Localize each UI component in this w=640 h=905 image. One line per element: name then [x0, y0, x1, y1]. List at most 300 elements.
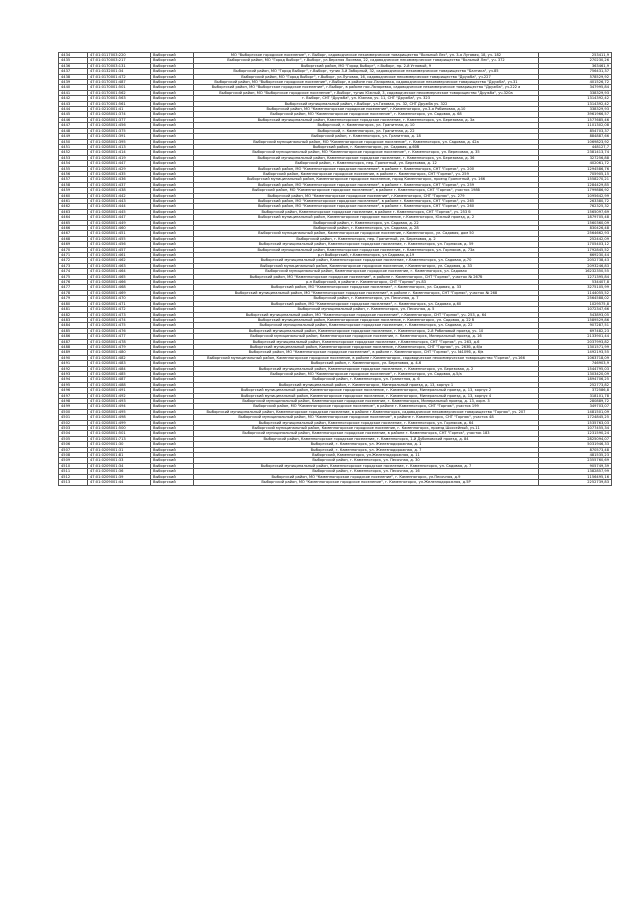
cadastral-number-cell: 47:01:0208001:466	[88, 280, 151, 285]
cadastral-number-cell: 47:01:0208001:444	[88, 204, 151, 209]
cadastral-number-cell: 47:01:0208001:491	[88, 388, 151, 393]
cadastral-number-cell: 47:01:0170003:131	[88, 63, 151, 68]
district-cell: Выборгский	[151, 128, 194, 133]
row-number-cell: 4482	[59, 312, 88, 317]
row-number-cell: 4437	[59, 69, 88, 74]
cadastral-number-cell: 47:01:0208001:473	[88, 312, 151, 317]
district-cell: Выборгский	[151, 274, 194, 279]
cadastral-value-cell: 1577685,46	[539, 117, 612, 122]
cadastral-number-cell: 47:01:0209001:33	[88, 458, 151, 463]
cadastral-number-cell: 47:01:0117003:220	[88, 53, 151, 58]
address-cell: Выборгский муниципальный район, Каменногорское городское поселение, г.Каменногорск, ул. Садовая, д.70	[194, 258, 539, 263]
address-cell: р-н Выборгский, г.Каменногорск, ул Садовая, д.19	[194, 253, 539, 258]
district-cell: Выборгский	[151, 339, 194, 344]
district-cell: Выборгский	[151, 226, 194, 231]
cadastral-value-cell: 1879705,48	[539, 215, 612, 220]
cadastral-number-cell: 47:01:0208001:377	[88, 117, 151, 122]
cadastral-value-cell: 1589529,86	[539, 317, 612, 322]
cadastral-number-cell: 47:01:0170001:563	[88, 96, 151, 101]
address-cell: Выборгский муниципальный район, Каменногорское городское поселение, г.Каменногорск, Южный проезд, д. 2	[194, 215, 539, 220]
row-number-cell: 4473	[59, 263, 88, 268]
cadastral-value-cell: 338329,93	[539, 107, 612, 112]
address-cell: Выборгский район, г. Каменногорск, ул. Садовая, д. 28	[194, 226, 539, 231]
row-number-cell: 4494	[59, 377, 88, 382]
cadastral-number-cell: 47:01:0208001:470	[88, 296, 151, 301]
address-cell: Выборгский муниципальный район, г.Выборг, ул.Газовая, уч. 32, СНТ Дружба уч. 322	[194, 101, 539, 106]
district-cell: Выборгский	[151, 188, 194, 193]
address-cell: Выборгский район, МО "Каменногорское городское поселение", г.Каменногорск, ул. Садовая, д. 33	[194, 285, 539, 290]
district-cell: Выборгский	[151, 258, 194, 263]
address-cell: Выборгский район, Каменногорское городское поселение, в районе г. Каменногорск, СНТ "Горняк", уч. 253 б	[194, 209, 539, 214]
address-cell: Выборгский муниципальный район, МО "Каменногорское городское поселение", г.Каменногорск, СНТ "Горняк", уч. 253, д. 64	[194, 312, 539, 317]
cadastral-value-cell: 263380,72	[539, 198, 612, 203]
address-cell: Выборгский район, МО "Каменногорское городское поселение", в районе г. Каменногорск, СНТ "Горняк", участок 199	[194, 404, 539, 409]
district-cell: Выборгский	[151, 458, 194, 463]
row-number-cell: 4475	[59, 274, 88, 279]
cadastral-value-cell: 1314392,42	[539, 96, 612, 101]
cadastral-number-cell: 47:01:0209001:81	[88, 453, 151, 458]
district-cell: Выборгский	[151, 236, 194, 241]
address-cell: Выборгский район, МО "Выборгское городское поселение", г.Выборг, в районе пос.Лазаревка, садоводческое некоммерческое товарищество "Дружба", уч.222 а	[194, 85, 539, 90]
row-number-cell: 4463	[59, 209, 88, 214]
cadastral-value-cell: 578529,92	[539, 74, 612, 79]
cadastral-number-cell: 47:01:0208001:429	[88, 166, 151, 171]
row-number-cell: 4504	[59, 431, 88, 436]
district-cell: Выборгский	[151, 382, 194, 387]
row-number-cell: 4510	[59, 463, 88, 468]
cadastral-number-cell: 47:01:0209001:39	[88, 474, 151, 479]
cadastral-value-cell: 1301571,99	[539, 344, 612, 349]
cadastral-value-cell: 1792845,52	[539, 247, 612, 252]
address-cell: Выборгский муниципальный район, Каменногорское городское поселение, г. Каменногорск, ул. Садовая, д. 22 б	[194, 317, 539, 322]
row-number-cell: 4466	[59, 226, 88, 231]
cadastral-number-cell: 47:01:0208001:465	[88, 274, 151, 279]
district-cell: Выборгский	[151, 344, 194, 349]
address-cell: Выборгский район, г. Каменногорск, пер. Гранитный, ул. Березовая, д. 12	[194, 161, 539, 166]
cadastral-value-cell: 1314392,42	[539, 101, 612, 106]
cadastral-value-cell: 5031946,33	[539, 442, 612, 447]
address-cell: Выборгский район, МО "Каменногорское городское поселение", г. Каменногорск, ул. Садовая, д. 68	[194, 112, 539, 117]
district-cell: Выборгский	[151, 134, 194, 139]
cadastral-value-cell: 2355760,69	[539, 458, 612, 463]
cadastral-value-cell: 870573,48	[539, 447, 612, 452]
cadastral-value-cell: 2093246,83	[539, 263, 612, 268]
district-cell: Выборгский	[151, 53, 194, 58]
address-cell: Выборгский муниципальный район, Каменногорское городское поселение, в районе г.Каменногорск, садоводческое некоммерческое товарищество "Горняк", уч.166	[194, 355, 539, 360]
cadastral-value-cell: 3275105,99	[539, 285, 612, 290]
address-cell: Выборгский район, МО "Выборгское городское поселение", г.Выборг, в районе пос.Лазаревка, садоводческое некоммерческое товарищество "Дружба", уч.31	[194, 80, 539, 85]
address-cell: Выборгский муниципальный район, Каменногорское городское поселение, г.Каменногорск, СНТ "Горняк", уч. 263, д.6	[194, 339, 539, 344]
cadastral-value-cell: 270230,26	[539, 58, 612, 63]
cadastral-number-cell: 47:01:0170001:501	[88, 85, 151, 90]
address-cell: Выборгский, г. Каменногорск, ул. Железнодорожная, д. 7	[194, 447, 539, 452]
district-cell: Выборгский	[151, 144, 194, 149]
district-cell: Выборгский	[151, 166, 194, 171]
district-cell: Выборгский	[151, 290, 194, 295]
row-number-cell: 4443	[59, 101, 88, 106]
cadastral-value-cell: 402061,72	[539, 161, 612, 166]
row-number-cell: 4452	[59, 150, 88, 155]
cadastral-value-cell: 1294586,76	[539, 166, 612, 171]
row-number-cell: 4508	[59, 453, 88, 458]
cadastral-value-cell: 905749,39	[539, 463, 612, 468]
address-cell: Выборгский, г. Каменногорск, ул. Гранитная, д. 22	[194, 128, 539, 133]
cadastral-value-cell: 830426,48	[539, 226, 612, 231]
address-cell: Выборгский район, г. Каменногорск, ул. Гранитная, д. 18	[194, 134, 539, 139]
cadastral-value-cell: 1705403,12	[539, 242, 612, 247]
row-number-cell: 4500	[59, 409, 88, 414]
district-cell: Выборгский	[151, 280, 194, 285]
row-number-cell: 4456	[59, 171, 88, 176]
row-number-cell: 4447	[59, 123, 88, 128]
cadastral-number-cell: 47:01:0208001:494	[88, 404, 151, 409]
cadastral-value-cell: 1271395,84	[539, 274, 612, 279]
district-cell: Выборгский	[151, 90, 194, 95]
row-number-cell: 4440	[59, 85, 88, 90]
address-cell: р-н Выборгский, в районе г. Каменногорск, СНТ "Горняк" уч.83	[194, 280, 539, 285]
row-number-cell: 4470	[59, 247, 88, 252]
address-cell: Выборгский муниципальный район, МО "Каменногорское городское поселение", в районе г. Каменногорск, СНТ "Горняк", участок 48	[194, 415, 539, 420]
cadastral-value-cell: 697482,23	[539, 328, 612, 333]
district-cell: Выборгский	[151, 269, 194, 274]
district-cell: Выборгский	[151, 150, 194, 155]
cadastral-number-cell: 47:01:0209001:44	[88, 480, 151, 485]
row-number-cell: 4454	[59, 161, 88, 166]
row-number-cell: 4478	[59, 290, 88, 295]
row-number-cell: 4506	[59, 442, 88, 447]
district-cell: Выборгский	[151, 253, 194, 258]
cadastral-number-cell: 47:01:0132001:34	[88, 69, 151, 74]
row-number-cell: 4469	[59, 242, 88, 247]
cadastral-number-cell: 47:01:0208001:469	[88, 290, 151, 295]
address-cell: Выборгский муниципальный район, Каменногорское городское поселение, в районе г. Каменногорск, СНТ "Горняк", участок 183	[194, 431, 539, 436]
district-cell: Выборгский	[151, 58, 194, 63]
address-cell: Выборгский район, г. Каменногорск, ул. Гранитная, д. 6	[194, 377, 539, 382]
cadastral-number-cell: 47:01:0209001:34	[88, 463, 151, 468]
row-number-cell: 4471	[59, 253, 88, 258]
district-cell: Выборгский	[151, 123, 194, 128]
address-cell: Выборгский район, МО "Каменногорское городское поселение", г. Каменногорск, ул. Садовая, д.5/а	[194, 371, 539, 376]
cadastral-value-cell: 1303420,09	[539, 371, 612, 376]
cadastral-value-cell: 1894706,25	[539, 377, 612, 382]
address-cell: Выборгский муниципальный район, МО "Каменногорское городское поселение", в районе г. Каменногорск, СНТ "Горняк", участок № 268	[194, 290, 539, 295]
cadastral-number-cell: 47:01:0208001:493	[88, 399, 151, 404]
district-cell: Выборгский	[151, 139, 194, 144]
cadastral-number-cell: 47:01:0208001:457	[88, 247, 151, 252]
district-cell: Выборгский	[151, 480, 194, 485]
address-cell: Выборгский муниципальный район, Каменногорское городское поселение, город Каменногорск, проезд Гранитный, уч. 166	[194, 177, 539, 182]
row-number-cell: 4451	[59, 144, 88, 149]
district-cell: Выборгский	[151, 436, 194, 441]
district-cell: Выборгский	[151, 155, 194, 160]
cadastral-number-cell: 47:01:0208001:445	[88, 209, 151, 214]
address-cell: г. Выборг, СНТ "Дружба", ул. Южная, уч. 11, СНТ "Дружба", уч. 323	[194, 96, 539, 101]
address-cell: Выборгский район, г. Каменногорск, ул. Садовая, д.60б	[194, 144, 539, 149]
cadastral-number-cell: 47:01:0208001:375	[88, 128, 151, 133]
cadastral-number-cell: 47:01:0208001:464	[88, 269, 151, 274]
cadastral-value-cell: 2037993,82	[539, 339, 612, 344]
cadastral-number-cell: 47:01:0208001:460	[88, 226, 151, 231]
district-cell: Выборгский	[151, 215, 194, 220]
cadastral-value-cell: 1156495,16	[539, 474, 612, 479]
row-number-cell: 4491	[59, 361, 88, 366]
row-number-cell: 4511	[59, 469, 88, 474]
cadastral-value-cell: 1382857,99	[539, 469, 612, 474]
cadastral-value-cell: 534407,8	[539, 280, 612, 285]
address-cell: Выборгский муниципальный район, Каменногорское городское поселение, г. Каменногорск, ул. Горняков, д. 73а	[194, 247, 539, 252]
district-cell: Выборгский	[151, 285, 194, 290]
cadastral-number-cell: 47:01:0208001:713	[88, 436, 151, 441]
district-cell: Выборгский	[151, 204, 194, 209]
row-number-cell: 4484	[59, 323, 88, 328]
row-number-cell: 4465	[59, 220, 88, 225]
district-cell: Выборгский	[151, 117, 194, 122]
address-cell: Выборгский район, МО "Каменногорское городское поселение", г.Каменногорск, ул.3-я Рябиновая, д.10	[194, 107, 539, 112]
cadastral-value-cell: 1063718,09	[539, 355, 612, 360]
cadastral-number-cell: 47:01:0209001:30	[88, 442, 151, 447]
cadastral-value-cell: 2252739,83	[539, 480, 612, 485]
address-cell: Выборгский район, МО "Каменногорское городское поселение", в районе г. Каменногорск, СНТ "Горняк", уч. 265	[194, 198, 539, 203]
address-cell: Выборгский район, МО "Каменногорское городское поселение", в районе г. Каменногорск, СНТ "Горняк", участок 198б	[194, 188, 539, 193]
address-cell: Выборгский муниципальный район, Каменногорское городское поселение, г.Каменногорск, ул. Садовая, д. 33	[194, 263, 539, 268]
address-cell: Выборгский муниципальный район, Каменногорское городское поселение, г.Каменногорск, СНТ "Горняк", уч. 263б, д.6/а	[194, 344, 539, 349]
address-cell: Выборгский муниципальный район, Каменногорское городское поселение, г. Каменногорск, ул. Горняков, д. 59	[194, 242, 539, 247]
address-cell: Выборгский муниципальный район, г. Каменногорск, Минеральный проезд, д. 13, корпус 1	[194, 382, 539, 387]
cadastral-value-cell: 1072347,66	[539, 307, 612, 312]
address-cell: Выборгский район, г. Каменногорск, ул. Песочная, д. 16	[194, 469, 539, 474]
district-cell: Выборгский	[151, 177, 194, 182]
address-cell: Выборгский район, г. Каменногорск, ул. Песочная, д. 30	[194, 458, 539, 463]
cadastral-number-cell: 47:01:0208001:462	[88, 258, 151, 263]
cadastral-number-cell: 47:01:0208001:456	[88, 123, 151, 128]
cadastral-value-cell: 1069823,92	[539, 139, 612, 144]
cadastral-number-cell: 47:01:0170001:561	[88, 101, 151, 106]
address-cell: Выборгский муниципальный район, Каменногорское городское поселение, г. Каменногорск, проезд Шоссейный, уч.11	[194, 426, 539, 431]
row-number-cell: 4492	[59, 366, 88, 371]
address-cell: Выборгский район, МО "Каменногорское городское поселение", г.Каменногорск, СНТ "Горняк", уч. 279	[194, 193, 539, 198]
address-cell: Выборгский муниципальный район, МО "Каменногорское городское поселение", г. Каменногорск, ул. Вересовая, д. 35	[194, 150, 539, 155]
cadastral-value-cell: 1535763,03	[539, 420, 612, 425]
cadastral-value-cell: 1101302,08	[539, 123, 612, 128]
row-number-cell: 4444	[59, 107, 88, 112]
row-number-cell: 4459	[59, 188, 88, 193]
district-cell: Выборгский	[151, 220, 194, 225]
cadastral-value-cell: 1799886,92	[539, 188, 612, 193]
district-cell: Выборгский	[151, 463, 194, 468]
row-number-cell: 4512	[59, 474, 88, 479]
land-parcel-table	[58, 52, 612, 486]
address-cell: Выборгский район, г. Каменногорск, ул. Песочная, д. 7	[194, 296, 539, 301]
cadastral-number-cell: 47:01:0208001:492	[88, 393, 151, 398]
row-number-cell: 4457	[59, 177, 88, 182]
cadastral-value-cell: 2825094,07	[539, 436, 612, 441]
cadastral-number-cell: 47:01:0170001:472	[88, 74, 151, 79]
district-cell: Выборгский	[151, 69, 194, 74]
cadastral-value-cell: 2381413,74	[539, 150, 612, 155]
cadastral-number-cell: 47:01:0208001:456	[88, 242, 151, 247]
district-cell: Выборгский	[151, 317, 194, 322]
district-cell: Выборгский	[151, 307, 194, 312]
address-cell: Выборгский район, г. Каменногорск, ул. Садовая, д. 22	[194, 220, 539, 225]
row-number-cell: 4474	[59, 269, 88, 274]
district-cell: Выборгский	[151, 112, 194, 117]
address-cell: Выборгский район, г. Каменногорск, пер. Гранитный, ул. Березовая, д. 2	[194, 236, 539, 241]
cadastral-value-cell: 448127,7	[539, 144, 612, 149]
cadastral-value-cell: 363461,9	[539, 63, 612, 68]
row-number-cell: 4488	[59, 344, 88, 349]
cadastral-value-cell: 481535,23	[539, 453, 612, 458]
table-row	[59, 480, 612, 485]
district-cell: Выборгский	[151, 107, 194, 112]
district-cell: Выборгский	[151, 209, 194, 214]
row-number-cell: 4442	[59, 96, 88, 101]
address-cell: Выборгский муниципальный район, Каменногорское городское поселение, г. Каменногорск, Минеральный проезд, д. 13, корп. 3	[194, 399, 539, 404]
cadastral-value-cell: 1558270,21	[539, 177, 612, 182]
address-cell: Выборгский район, МО "Каменногорское городское поселение", в районе г. Каменногорск, СНТ "Горняк", участок № 267б	[194, 274, 539, 279]
cadastral-number-cell: 47:01:0208001:478	[88, 339, 151, 344]
row-number-cell: 4498	[59, 399, 88, 404]
cadastral-number-cell: 47:01:0208001:477	[88, 334, 151, 339]
row-number-cell: 4460	[59, 193, 88, 198]
row-number-cell: 4449	[59, 134, 88, 139]
cadastral-value-cell: 253411,9	[539, 53, 612, 58]
cadastral-number-cell: 47:01:0208001:449	[88, 220, 151, 225]
row-number-cell: 4486	[59, 334, 88, 339]
row-number-cell: 4477	[59, 285, 88, 290]
district-cell: Выборгский	[151, 96, 194, 101]
district-cell: Выборгский	[151, 361, 194, 366]
cadastral-number-cell: 47:01:0208001:471	[88, 301, 151, 306]
district-cell: Выборгский	[151, 393, 194, 398]
row-number-cell: 4490	[59, 355, 88, 360]
row-number-cell: 4497	[59, 393, 88, 398]
row-number-cell: 4513	[59, 480, 88, 485]
cadastral-number-cell: 47:01:0208001:443	[88, 198, 151, 203]
cadastral-value-cell: 1095642,99	[539, 193, 612, 198]
cadastral-number-cell: 47:01:0208001:472	[88, 307, 151, 312]
row-number-cell: 4499	[59, 404, 88, 409]
cadastral-value-cell: 2052738,43	[539, 258, 612, 263]
cadastral-number-cell: 47:01:0208001:437	[88, 182, 151, 187]
cadastral-number-cell: 47:01:0208001:374	[88, 112, 151, 117]
cadastral-number-cell: 47:01:0208001:447	[88, 215, 151, 220]
address-cell: Выборгский муниципальный район, г. Каменногорск, ул. Песочная, д. 5	[194, 307, 539, 312]
district-cell: Выборгский	[151, 193, 194, 198]
cadastral-value-cell: 1029575,8	[539, 301, 612, 306]
district-cell: Выборгский	[151, 442, 194, 447]
cadastral-value-cell: 2133901,44	[539, 334, 612, 339]
row-number-cell: 4441	[59, 90, 88, 95]
cadastral-number-cell: 47:01:0208001:500	[88, 426, 151, 431]
row-number-cell: 4507	[59, 447, 88, 452]
cadastral-value-cell: 907287,51	[539, 323, 612, 328]
district-cell: Выборгский	[151, 377, 194, 382]
district-cell: Выборгский	[151, 355, 194, 360]
cadastral-value-cell: 884887,66	[539, 134, 612, 139]
district-cell: Выборгский	[151, 231, 194, 236]
row-number-cell: 4468	[59, 236, 88, 241]
cadastral-value-cell: 16232350,55	[539, 269, 612, 274]
row-number-cell: 4489	[59, 350, 88, 355]
address-cell: Выборгский, г. Каменногорск, ул. Железнодорожная, д. 1	[194, 442, 539, 447]
cadastral-number-cell: 47:01:0208001:451	[88, 231, 151, 236]
cadastral-number-cell: 47:01:0210001:41	[88, 107, 151, 112]
cadastral-number-cell: 47:01:0208001:419	[88, 155, 151, 160]
address-cell: Выборгский муниципальный район, Каменногорское городское поселение, г. Каменногорск, 2-й Рябиновый проезд, уч. 10	[194, 328, 539, 333]
address-cell: Выборгский муниципальный район, Каменногорское городское поселение, г. Каменногорск, ул. Садовая	[194, 269, 539, 274]
address-cell: Выборгский муниципальный район, Каменногорское городское поселение, г. Каменногорск, ул. Березовая, д. 2	[194, 366, 539, 371]
row-number-cell: 4476	[59, 280, 88, 285]
cadastral-number-cell: 47:01:0208001:487	[88, 377, 151, 382]
cadastral-value-cell: 327256,88	[539, 155, 612, 160]
cadastral-value-cell: 1231590,24	[539, 431, 612, 436]
row-number-cell: 4439	[59, 80, 88, 85]
row-number-cell: 4495	[59, 382, 88, 387]
district-cell: Выборгский	[151, 426, 194, 431]
row-number-cell: 4450	[59, 139, 88, 144]
cadastral-number-cell: 47:01:0208001:498	[88, 415, 151, 420]
cadastral-value-cell: 1077455,34	[539, 426, 612, 431]
cadastral-number-cell: 47:01:0208001:475	[88, 323, 151, 328]
address-cell: Выборгский район, МО "Каменногорское городское поселение", в районе г. Каменногорск, СНТ "Горняк", уч. №109б, д. 6/в	[194, 350, 539, 355]
row-number-cell: 4434	[59, 53, 88, 58]
address-cell: Выборгский муниципальный район, Каменногорское городское поселение, г. Каменногорск, ул. Березовая, д. 36	[194, 155, 539, 160]
row-number-cell: 4509	[59, 458, 88, 463]
address-cell: Выборгский, Каменногорск, ул.Железнодорожная, д. 11	[194, 453, 539, 458]
cadastral-value-cell: 669230,44	[539, 253, 612, 258]
cadastral-number-cell: 47:01:0208001:485	[88, 371, 151, 376]
cadastral-value-cell: 1544795,03	[539, 366, 612, 371]
address-cell: Выборгский район, МО "Выборгское городское поселение", г.Выборг, тупик Южный, 3, садоводческое некоммерческое товарищество "Дружба", уч.320а	[194, 90, 539, 95]
cadastral-number-cell: 47:01:0208001:479	[88, 344, 151, 349]
cadastral-value-cell: 1284429,85	[539, 182, 612, 187]
district-cell: Выборгский	[151, 388, 194, 393]
row-number-cell: 4501	[59, 415, 88, 420]
row-number-cell: 4481	[59, 307, 88, 312]
district-cell: Выборгский	[151, 334, 194, 339]
address-cell: Выборгский муниципальный район, Каменногорское городское поселение, г. Каменногорск, ул. Березовая, д. 3а	[194, 117, 539, 122]
district-cell: Выборгский	[151, 85, 194, 90]
address-cell: Выборгский район, г. Каменногорск, ул. Березовая, д. 4-6	[194, 361, 539, 366]
cadastral-number-cell: 47:01:0208001:455	[88, 236, 151, 241]
cadastral-number-cell: 47:01:0208001:442	[88, 193, 151, 198]
row-number-cell: 4467	[59, 231, 88, 236]
cadastral-value-cell: 252773,82	[539, 382, 612, 387]
row-number-cell: 4448	[59, 128, 88, 133]
address-cell: Выборгский район, МО "Каменногорское городское поселение", г. Каменногорск, ул.Железнодорожная, д.5Р	[194, 480, 539, 485]
row-number-cell: 4496	[59, 388, 88, 393]
district-cell: Выборгский	[151, 399, 194, 404]
cadastral-value-cell: 543893,05	[539, 312, 612, 317]
row-number-cell: 4502	[59, 420, 88, 425]
cadastral-number-cell: 47:01:0208001:436	[88, 177, 151, 182]
address-cell: Выборгский муниципальный район, МО "Каменногорское городское поселение", г. Каменногорск, ул. Садовая, д. 42а	[194, 139, 539, 144]
row-number-cell: 4485	[59, 328, 88, 333]
cadastral-value-cell: 372586,8	[539, 388, 612, 393]
cadastral-number-cell: 47:01:0209001:36	[88, 469, 151, 474]
row-number-cell: 4505	[59, 436, 88, 441]
address-cell: Выборгский район, Каменногорское городское поселение, г. Каменногорск, 1-й Дубиновский проезд, д. 84	[194, 436, 539, 441]
cadastral-value-cell: 1144055,52	[539, 290, 612, 295]
district-cell: Выборгский	[151, 474, 194, 479]
row-number-cell: 4435	[59, 58, 88, 63]
cadastral-number-cell: 47:01:0208001:461	[88, 253, 151, 258]
cadastral-number-cell: 47:01:0208001:488	[88, 382, 151, 387]
district-cell: Выборгский	[151, 350, 194, 355]
row-number-cell: 4461	[59, 198, 88, 203]
district-cell: Выборгский	[151, 242, 194, 247]
row-number-cell: 4503	[59, 426, 88, 431]
